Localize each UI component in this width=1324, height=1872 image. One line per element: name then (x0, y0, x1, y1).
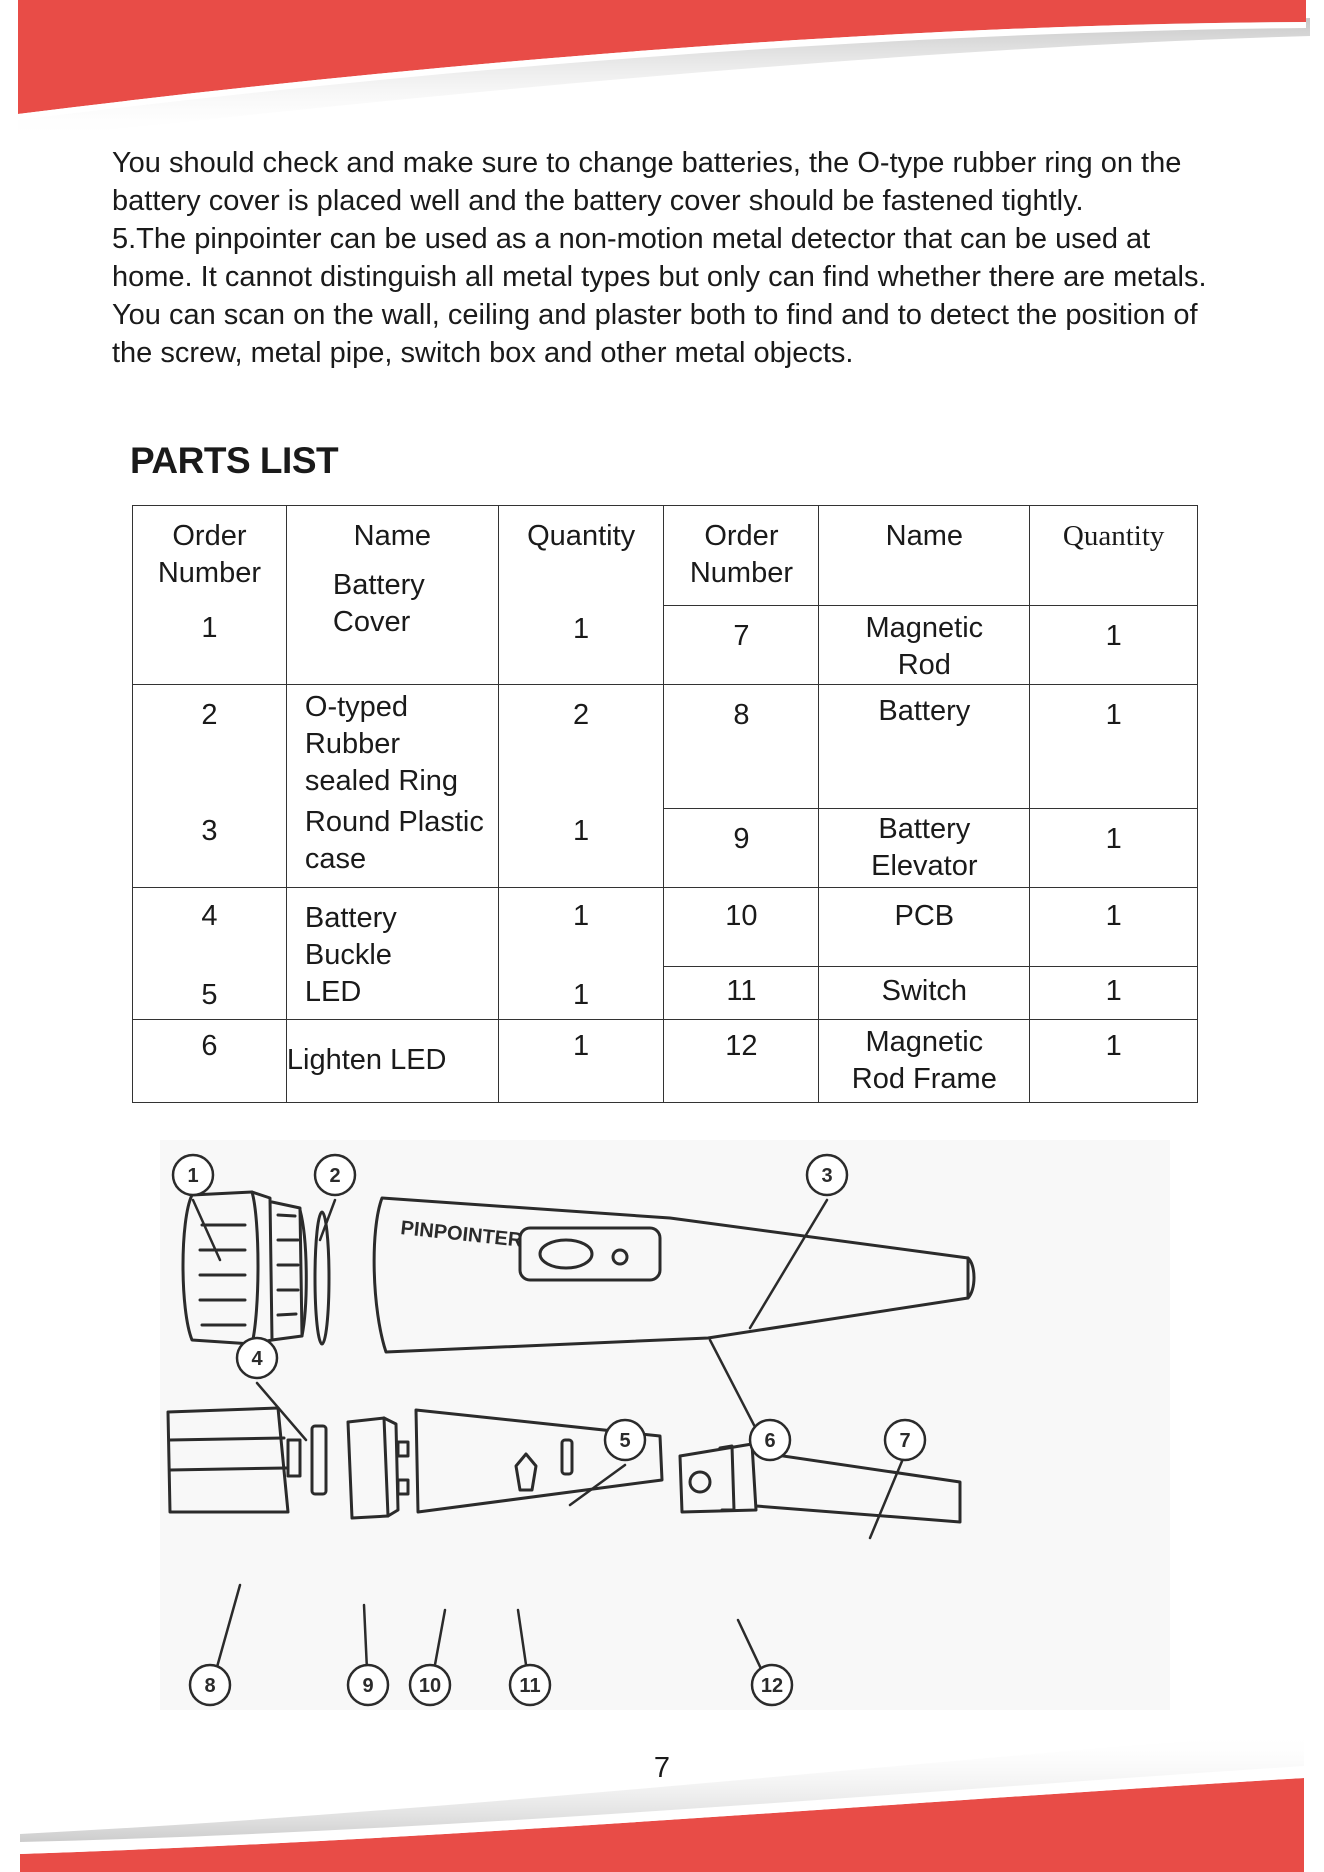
top-banner (0, 0, 1324, 160)
callout-7 (885, 1420, 925, 1460)
order-cell-group (133, 685, 287, 888)
quantity: 1 (1030, 888, 1198, 967)
svg-text:12: 12 (760, 1675, 784, 1697)
bottom-banner (0, 1722, 1324, 1872)
quantity: 1 (573, 815, 590, 847)
device-brand-label: PINPOINTER (399, 1217, 524, 1252)
part-name: Magnetic Rod (819, 606, 1030, 685)
part-name: Magnetic Rod Frame (819, 1020, 1030, 1103)
svg-text:1: 1 (187, 1165, 199, 1187)
parts-list-heading: PARTS LIST (130, 440, 339, 481)
part-name: LED (304, 976, 362, 1008)
quantity: 1 (1030, 685, 1198, 809)
callout-1 (173, 1155, 213, 1195)
svg-text:6: 6 (764, 1430, 776, 1452)
parts-table (132, 505, 1198, 1103)
svg-text:8: 8 (204, 1675, 216, 1697)
quantity: 1 (1030, 809, 1198, 888)
quantity: 1 (1030, 606, 1198, 685)
callout-4 (237, 1338, 277, 1378)
table-row (133, 1020, 1198, 1103)
part-name: Battery Elevator (819, 809, 1030, 888)
order-number: 2 (201, 699, 218, 731)
table-row (133, 685, 1198, 809)
quantity-cell-group (498, 685, 664, 888)
part-name: Lighten LED (286, 1020, 498, 1103)
page-number: 7 (653, 1752, 671, 1784)
left-header-quantity-cell (498, 506, 664, 685)
intro-paragraph-usage: 5.The pinpointer can be used as a non-motion metal detector that can be used at home. It cannot distinguish all metal types but only can find whether there are metals. You can scan on the wall, ceiling and plaster both to find and to detect the position of the screw, metal pipe, switch box and other metal objects. (112, 223, 1207, 369)
name-cell-group (286, 685, 498, 888)
intro-paragraph-battery: You should check and make sure to change batteries, the O-type rubber ring on the battery cover is placed well and the battery cover should be fastened tightly. (112, 147, 1182, 217)
callout-8 (190, 1665, 230, 1705)
callout-11 (510, 1665, 550, 1705)
order-number: 5 (201, 979, 218, 1011)
right-header-name-cell (819, 506, 1030, 606)
order-number: 9 (664, 809, 819, 888)
part-name: Round Plastic case (304, 806, 484, 875)
header-quantity: Quantity (1062, 520, 1165, 552)
header-name: Name (885, 520, 963, 552)
header-name: Name (353, 520, 431, 552)
order-number: 7 (664, 606, 819, 685)
quantity: 2 (573, 699, 590, 731)
svg-text:9: 9 (362, 1675, 374, 1697)
header-quantity: Quantity (527, 520, 636, 552)
quantity: 1 (573, 900, 590, 932)
header-order-number: Order Number (157, 520, 262, 589)
part-name: Battery (819, 685, 1030, 809)
name-cell-group (286, 888, 498, 1020)
table-row (133, 888, 1198, 967)
quantity: 1 (573, 979, 590, 1011)
quantity: 1 (573, 613, 590, 645)
order-number: 8 (664, 685, 819, 809)
callout-9 (348, 1665, 388, 1705)
right-header-order-cell (664, 506, 819, 606)
svg-text:11: 11 (519, 1675, 541, 1697)
part-name: PCB (819, 888, 1030, 967)
part-name: Battery Buckle (304, 902, 397, 971)
order-number: 4 (201, 900, 218, 932)
order-number: 6 (133, 1020, 287, 1103)
svg-text:5: 5 (619, 1430, 631, 1452)
order-number: 11 (664, 967, 819, 1020)
left-header-order-cell (133, 506, 287, 685)
intro-text (112, 144, 1222, 372)
left-header-name-cell (286, 506, 498, 685)
order-number: 10 (664, 888, 819, 967)
order-number: 3 (201, 815, 218, 847)
callout-5 (605, 1420, 645, 1460)
table-row (133, 506, 1198, 606)
callout-2 (315, 1155, 355, 1195)
order-number: 1 (201, 612, 218, 644)
quantity: 1 (1030, 967, 1198, 1020)
callout-12 (752, 1665, 792, 1705)
callout-6 (750, 1420, 790, 1460)
right-header-quantity-cell (1030, 506, 1198, 606)
svg-text:7: 7 (899, 1430, 911, 1452)
quantity: 1 (1030, 1020, 1198, 1103)
part-name: O-typed Rubber sealed Ring (304, 691, 459, 797)
part-name: Battery Cover (332, 569, 425, 638)
header-order-number: Order Number (689, 520, 793, 589)
svg-text:4: 4 (251, 1348, 263, 1370)
svg-text:3: 3 (821, 1165, 833, 1187)
diagram-background (160, 1140, 1170, 1710)
svg-text:10: 10 (418, 1675, 442, 1697)
callout-3 (807, 1155, 847, 1195)
svg-text:2: 2 (329, 1165, 341, 1187)
order-number: 12 (664, 1020, 819, 1103)
quantity: 1 (498, 1020, 664, 1103)
part-name: Switch (819, 967, 1030, 1020)
callout-10 (410, 1665, 450, 1705)
order-cell-group (133, 888, 287, 1020)
exploded-parts-diagram (160, 1140, 1170, 1710)
quantity-cell-group (498, 888, 664, 1020)
